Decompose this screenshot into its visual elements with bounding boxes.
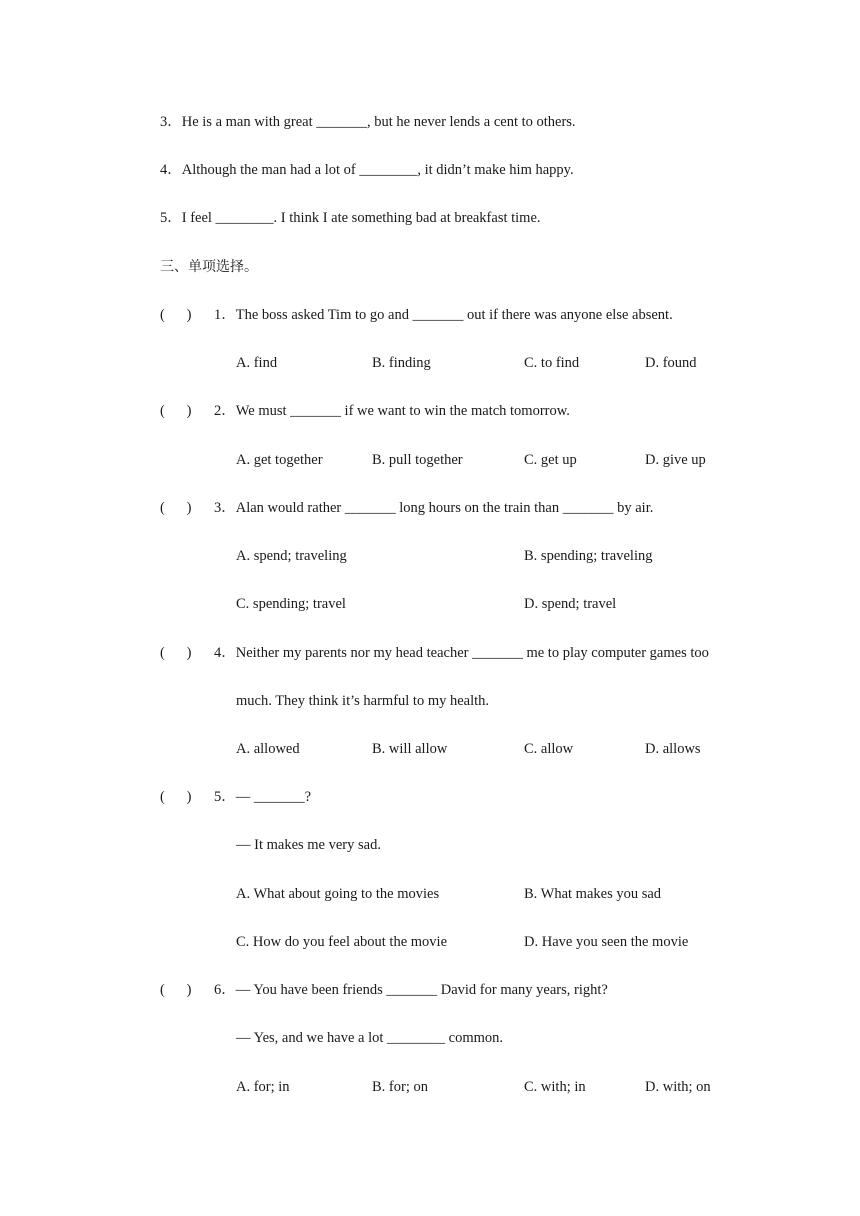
option-d: D. found — [645, 355, 697, 371]
option-c: C. spending; travel — [236, 596, 346, 612]
question-stem: 3．Alan would rather _______ long hours on the train than _______ by air. — [214, 500, 654, 516]
question-stem-continued: — Yes, and we have a lot ________ common. — [236, 1030, 504, 1046]
option-b: B. spending; traveling — [524, 548, 653, 564]
option-d: D. allows — [645, 741, 701, 757]
option-b: B. will allow — [372, 741, 448, 757]
option-a: A. for; in — [236, 1079, 290, 1095]
option-c: C. with; in — [524, 1079, 586, 1095]
option-d: D. spend; travel — [524, 596, 617, 612]
option-a: A. find — [236, 355, 278, 371]
answer-paren: ( ) — [160, 403, 192, 419]
question-stem-continued: much. They think it’s harmful to my health. — [236, 693, 490, 709]
section-title: 三、单项选择。 — [160, 259, 258, 275]
option-a: A. spend; traveling — [236, 548, 347, 564]
option-c: C. allow — [524, 741, 574, 757]
question-stem-continued: — It makes me very sad. — [236, 837, 381, 853]
answer-paren: ( ) — [160, 789, 192, 805]
fill-blank-item-5: 5．I feel ________. I think I ate something bad at breakfast time. — [160, 210, 541, 226]
option-b: B. finding — [372, 355, 431, 371]
option-c: C. How do you feel about the movie — [236, 934, 448, 950]
question-stem: 4．Neither my parents nor my head teacher _______ me to play computer games too — [214, 645, 709, 661]
answer-paren: ( ) — [160, 645, 192, 661]
option-c: C. to find — [524, 355, 580, 371]
question-stem: 6．— You have been friends _______ David for many years, right? — [214, 982, 608, 998]
answer-paren: ( ) — [160, 982, 192, 998]
option-d: D. Have you seen the movie — [524, 934, 689, 950]
option-b: B. pull together — [372, 452, 463, 468]
question-stem: 5．— _______? — [214, 789, 312, 805]
option-a: A. What about going to the movies — [236, 886, 440, 902]
answer-paren: ( ) — [160, 500, 192, 516]
option-a: A. get together — [236, 452, 323, 468]
option-a: A. allowed — [236, 741, 300, 757]
option-d: D. give up — [645, 452, 706, 468]
question-stem: 2．We must _______ if we want to win the match tomorrow. — [214, 403, 570, 419]
fill-blank-item-4: 4．Although the man had a lot of ________, it didn’t make him happy. — [160, 162, 574, 178]
fill-blank-item-3: 3．He is a man with great _______, but he never lends a cent to others. — [160, 114, 576, 130]
option-d: D. with; on — [645, 1079, 711, 1095]
question-stem: 1．The boss asked Tim to go and _______ out if there was anyone else absent. — [214, 307, 673, 323]
answer-paren: ( ) — [160, 307, 192, 323]
option-b: B. for; on — [372, 1079, 428, 1095]
option-b: B. What makes you sad — [524, 886, 662, 902]
option-c: C. get up — [524, 452, 577, 468]
